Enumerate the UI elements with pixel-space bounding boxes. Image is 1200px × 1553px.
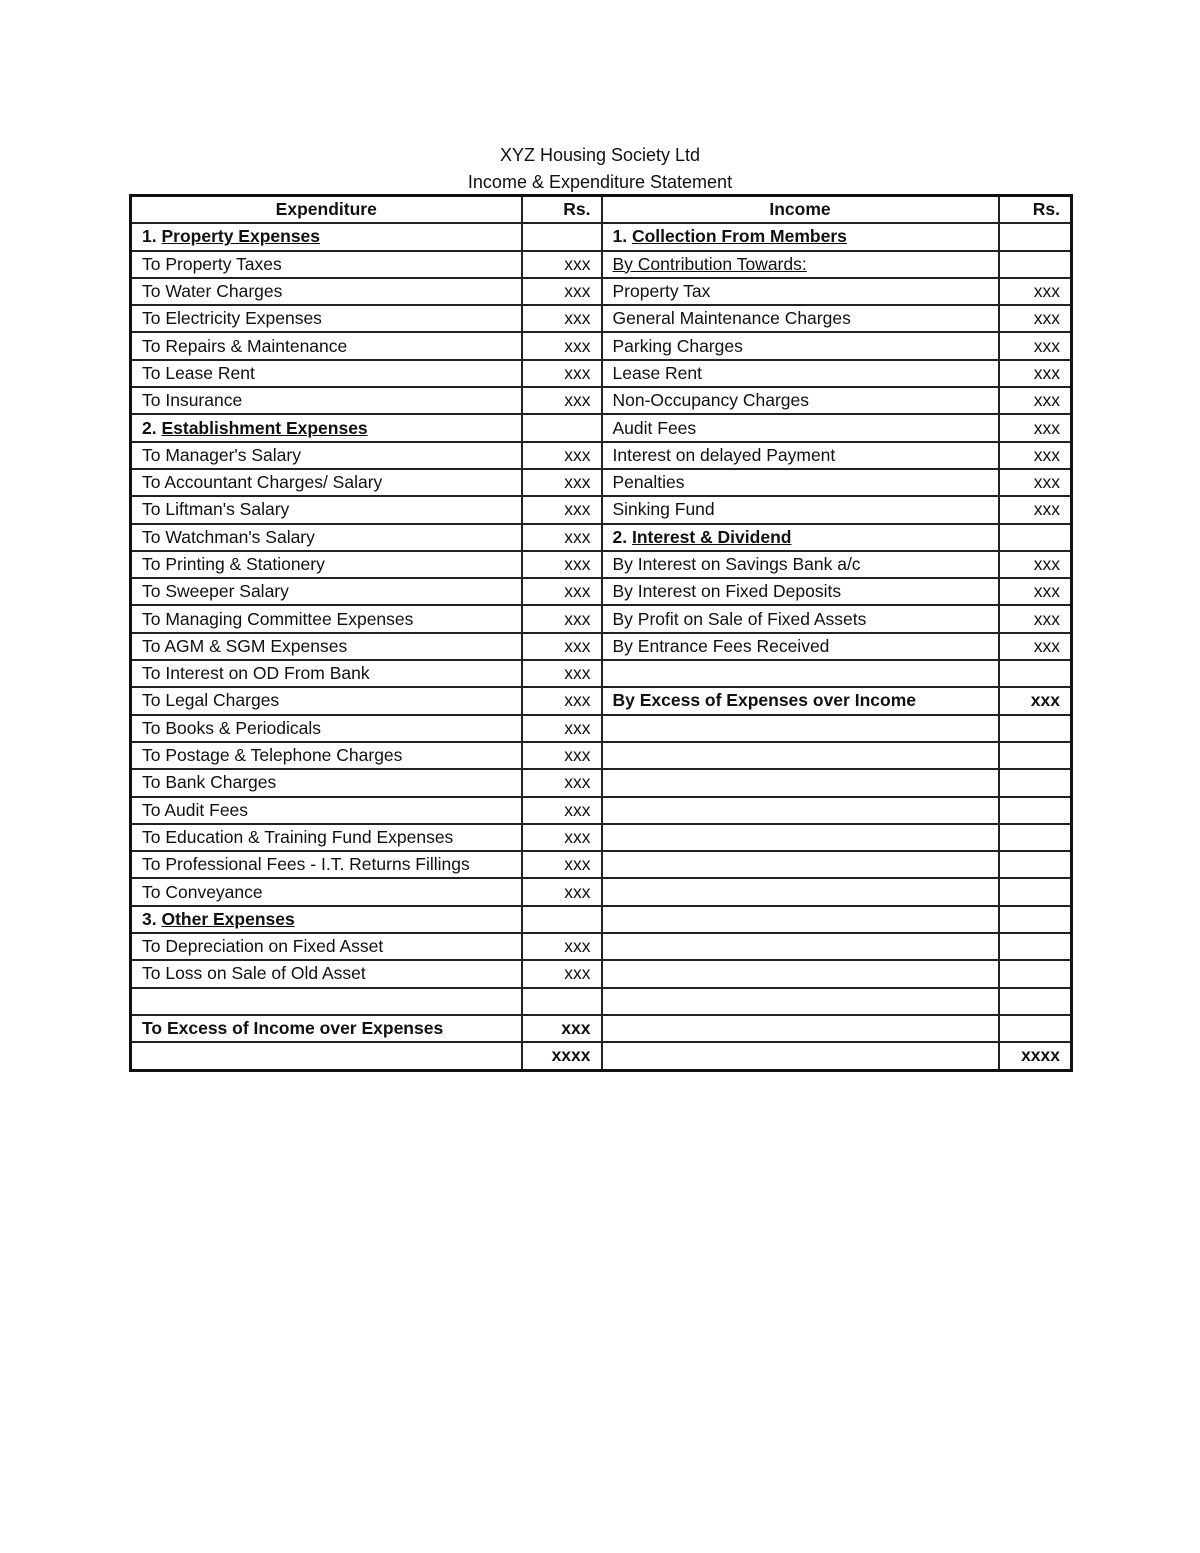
expenditure-item: To Books & Periodicals — [131, 715, 522, 742]
expenditure-item: To Education & Training Fund Expenses — [131, 824, 522, 851]
expenditure-item: To Insurance — [131, 387, 522, 414]
expenditure-amount: xxx — [522, 960, 602, 987]
income-item — [602, 878, 999, 905]
document-subtitle: Income & Expenditure Statement — [467, 172, 733, 192]
income-amount: xxx — [999, 687, 1072, 714]
income-amount — [999, 960, 1072, 987]
income-item — [602, 824, 999, 851]
expenditure-item: To Postage & Telephone Charges — [131, 742, 522, 769]
expenditure-amount: xxx — [522, 360, 602, 387]
section-heading: Establishment Expenses — [161, 417, 368, 438]
income-item — [602, 960, 999, 987]
income-item — [602, 769, 999, 796]
expenditure-item: To AGM & SGM Expenses — [131, 633, 522, 660]
income-item — [602, 742, 999, 769]
section-number: 2. — [612, 526, 632, 547]
section-number: 1. — [142, 226, 162, 247]
expenditure-item: To Electricity Expenses — [131, 305, 522, 332]
income-amount — [999, 906, 1072, 933]
income-amount: xxx — [999, 305, 1072, 332]
expenditure-amount: xxx — [522, 1015, 602, 1042]
expenditure-item: To Legal Charges — [131, 687, 522, 714]
income-item: Audit Fees — [602, 414, 999, 441]
table-row — [131, 742, 1072, 769]
expenditure-rs-header: Rs. — [522, 196, 602, 224]
income-amount — [999, 988, 1072, 1015]
income-item — [602, 988, 999, 1015]
table-row — [131, 551, 1072, 578]
expenditure-item — [131, 1042, 522, 1070]
expenditure-amount: xxx — [522, 633, 602, 660]
income-amount — [999, 1015, 1072, 1042]
expenditure-item: To Excess of Income over Expenses — [131, 1015, 522, 1042]
expenditure-amount: xxxx — [522, 1042, 602, 1070]
expenditure-item — [131, 906, 522, 933]
section-heading: Property Expenses — [161, 226, 321, 247]
income-amount — [999, 797, 1072, 824]
income-item — [602, 223, 999, 250]
expenditure-amount: xxx — [522, 251, 602, 278]
table-row — [131, 660, 1072, 687]
income-amount — [999, 524, 1072, 551]
statement-table — [129, 194, 1073, 1072]
expenditure-item: To Printing & Stationery — [131, 551, 522, 578]
table-row — [131, 251, 1072, 278]
income-amount — [999, 660, 1072, 687]
income-amount — [999, 251, 1072, 278]
income-item: Property Tax — [602, 278, 999, 305]
income-item — [602, 906, 999, 933]
table-row — [131, 824, 1072, 851]
table-row — [131, 414, 1072, 441]
document-title: XYZ Housing Society Ltd — [499, 145, 701, 165]
income-rs-header: Rs. — [999, 196, 1072, 224]
expenditure-amount — [522, 223, 602, 250]
expenditure-item: To Conveyance — [131, 878, 522, 905]
table-row — [131, 469, 1072, 496]
expenditure-item: To Liftman's Salary — [131, 496, 522, 523]
table-row — [131, 988, 1072, 1015]
expenditure-item: To Professional Fees - I.T. Returns Fillings — [131, 851, 522, 878]
income-amount — [999, 933, 1072, 960]
header-row — [131, 196, 1072, 224]
expenditure-item: To Watchman's Salary — [131, 524, 522, 551]
income-amount — [999, 769, 1072, 796]
expenditure-amount: xxx — [522, 469, 602, 496]
statement-body — [131, 196, 1072, 1071]
income-item — [602, 797, 999, 824]
section-number: 2. — [142, 417, 162, 438]
expenditure-header: Expenditure — [131, 196, 522, 224]
table-row — [131, 524, 1072, 551]
income-amount: xxx — [999, 332, 1072, 359]
expenditure-amount: xxx — [522, 851, 602, 878]
expenditure-item: To Repairs & Maintenance — [131, 332, 522, 359]
income-amount: xxxx — [999, 1042, 1072, 1070]
expenditure-amount: xxx — [522, 524, 602, 551]
table-row — [131, 442, 1072, 469]
income-amount — [999, 742, 1072, 769]
expenditure-item — [131, 414, 522, 441]
income-item: By Excess of Expenses over Income — [602, 687, 999, 714]
section-heading: Collection From Members — [631, 226, 847, 247]
income-amount — [999, 878, 1072, 905]
expenditure-amount: xxx — [522, 278, 602, 305]
expenditure-amount: xxx — [522, 578, 602, 605]
expenditure-amount: xxx — [522, 797, 602, 824]
expenditure-amount — [522, 906, 602, 933]
income-amount: xxx — [999, 442, 1072, 469]
table-row — [131, 797, 1072, 824]
table-row — [131, 1042, 1072, 1070]
expenditure-item: To Interest on OD From Bank — [131, 660, 522, 687]
section-heading: Other Expenses — [161, 908, 295, 929]
expenditure-item: To Bank Charges — [131, 769, 522, 796]
table-row — [131, 223, 1072, 250]
expenditure-amount: xxx — [522, 387, 602, 414]
subheading: By Contribution Towards: — [612, 253, 807, 274]
income-amount: xxx — [999, 633, 1072, 660]
expenditure-amount: xxx — [522, 551, 602, 578]
expenditure-amount: xxx — [522, 332, 602, 359]
table-row — [131, 387, 1072, 414]
income-amount: xxx — [999, 414, 1072, 441]
table-row — [131, 633, 1072, 660]
income-item: By Interest on Fixed Deposits — [602, 578, 999, 605]
income-item: By Entrance Fees Received — [602, 633, 999, 660]
table-row — [131, 578, 1072, 605]
table-row — [131, 769, 1072, 796]
income-item — [602, 851, 999, 878]
table-row — [131, 687, 1072, 714]
table-row — [131, 496, 1072, 523]
income-amount: xxx — [999, 605, 1072, 632]
expenditure-item: To Lease Rent — [131, 360, 522, 387]
expenditure-item: To Audit Fees — [131, 797, 522, 824]
table-row — [131, 605, 1072, 632]
income-amount: xxx — [999, 578, 1072, 605]
table-row — [131, 360, 1072, 387]
income-amount: xxx — [999, 278, 1072, 305]
income-item — [602, 933, 999, 960]
section-number: 1. — [612, 226, 632, 247]
income-item — [602, 251, 999, 278]
income-item — [602, 715, 999, 742]
income-item — [602, 660, 999, 687]
income-item: General Maintenance Charges — [602, 305, 999, 332]
income-item: Interest on delayed Payment — [602, 442, 999, 469]
table-row — [131, 715, 1072, 742]
expenditure-amount: xxx — [522, 305, 602, 332]
income-amount: xxx — [999, 469, 1072, 496]
section-heading: Interest & Dividend — [631, 526, 792, 547]
income-amount: xxx — [999, 551, 1072, 578]
expenditure-item: To Accountant Charges/ Salary — [131, 469, 522, 496]
income-item — [602, 1042, 999, 1070]
expenditure-item — [131, 223, 522, 250]
income-amount — [999, 851, 1072, 878]
expenditure-amount: xxx — [522, 496, 602, 523]
income-amount: xxx — [999, 496, 1072, 523]
expenditure-amount — [522, 988, 602, 1015]
expenditure-amount: xxx — [522, 715, 602, 742]
income-item — [602, 1015, 999, 1042]
table-row — [131, 960, 1072, 987]
income-amount — [999, 824, 1072, 851]
table-row — [131, 1015, 1072, 1042]
income-item: Lease Rent — [602, 360, 999, 387]
income-item: By Interest on Savings Bank a/c — [602, 551, 999, 578]
expenditure-item: To Sweeper Salary — [131, 578, 522, 605]
expenditure-amount: xxx — [522, 687, 602, 714]
table-row — [131, 332, 1072, 359]
income-item: Sinking Fund — [602, 496, 999, 523]
expenditure-item — [131, 988, 522, 1015]
income-item: By Profit on Sale of Fixed Assets — [602, 605, 999, 632]
income-item: Non-Occupancy Charges — [602, 387, 999, 414]
income-amount: xxx — [999, 360, 1072, 387]
expenditure-item: To Loss on Sale of Old Asset — [131, 960, 522, 987]
income-item: Penalties — [602, 469, 999, 496]
expenditure-amount: xxx — [522, 660, 602, 687]
expenditure-item: To Manager's Salary — [131, 442, 522, 469]
table-row — [131, 851, 1072, 878]
expenditure-amount: xxx — [522, 605, 602, 632]
expenditure-item: To Water Charges — [131, 278, 522, 305]
income-header: Income — [602, 196, 999, 224]
table-row — [131, 878, 1072, 905]
income-amount — [999, 715, 1072, 742]
table-row — [131, 305, 1072, 332]
expenditure-amount: xxx — [522, 824, 602, 851]
expenditure-amount — [522, 414, 602, 441]
expenditure-item: To Property Taxes — [131, 251, 522, 278]
section-number: 3. — [142, 908, 162, 929]
expenditure-amount: xxx — [522, 878, 602, 905]
expenditure-amount: xxx — [522, 769, 602, 796]
expenditure-amount: xxx — [522, 933, 602, 960]
income-item: Parking Charges — [602, 332, 999, 359]
expenditure-amount: xxx — [522, 442, 602, 469]
table-row — [131, 933, 1072, 960]
table-row — [131, 906, 1072, 933]
income-item — [602, 524, 999, 551]
income-amount — [999, 223, 1072, 250]
expenditure-item: To Managing Committee Expenses — [131, 605, 522, 632]
expenditure-item: To Depreciation on Fixed Asset — [131, 933, 522, 960]
income-amount: xxx — [999, 387, 1072, 414]
table-row — [131, 278, 1072, 305]
expenditure-amount: xxx — [522, 742, 602, 769]
